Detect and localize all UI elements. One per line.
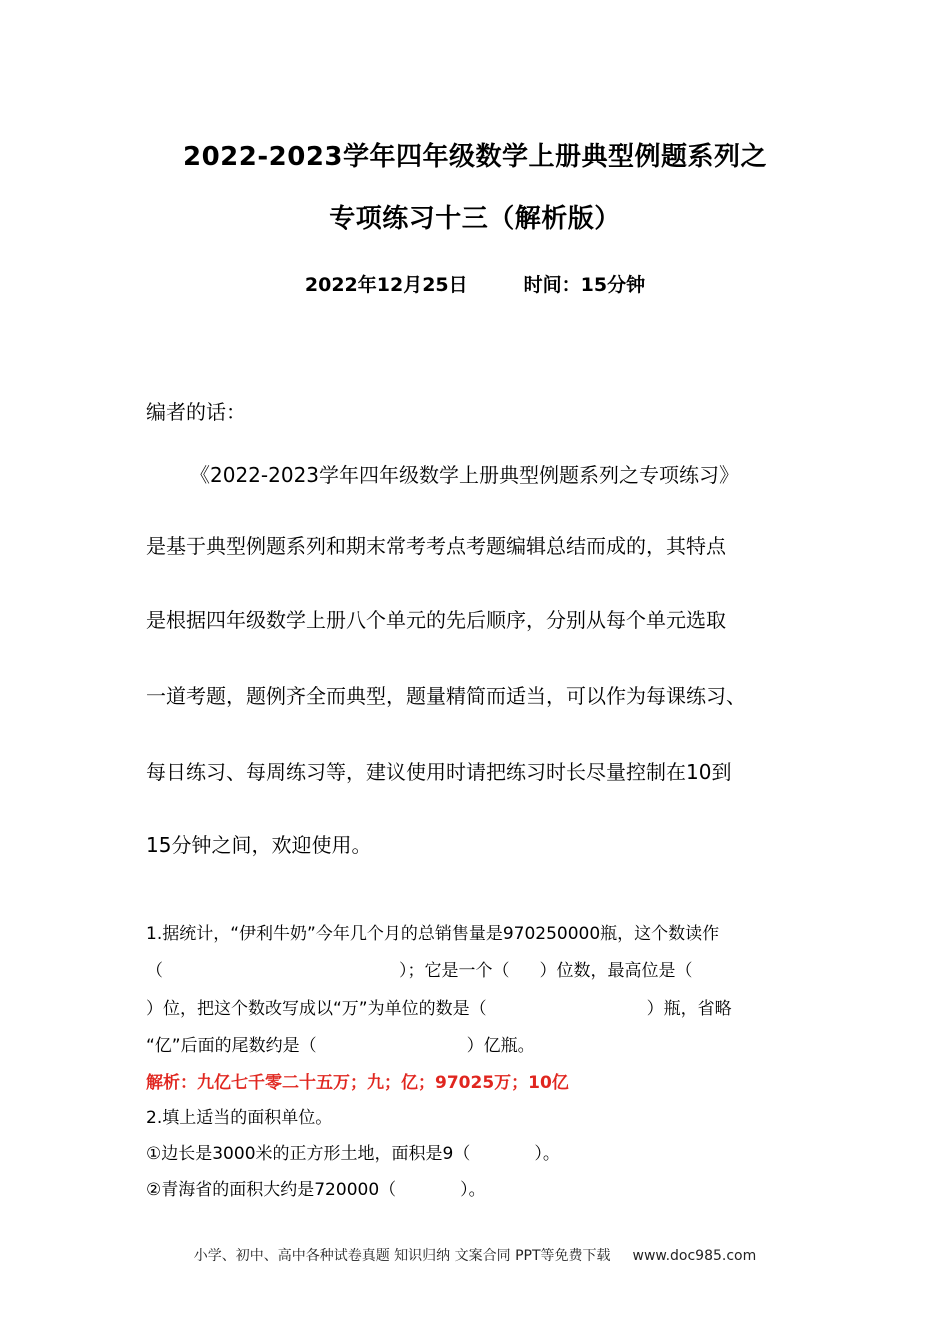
question-2-text: ①边长是3000米的正方形土地，面积是9（ xyxy=(146,1144,471,1164)
question-1-text: “亿”后面的尾数约是（ xyxy=(146,1036,317,1056)
time-limit-text: 时间：15分钟 xyxy=(523,274,646,296)
preface-line: 每日练习、每周练习等，建议使用时请把练习时长尽量控制在10到 xyxy=(146,760,732,784)
question-2-item-1 xyxy=(146,1139,560,1164)
question-1-text: ）位，把这个数改写成以“万”为单位的数是（ xyxy=(146,999,487,1019)
document-title-line-1: 2022-2023学年四年级数学上册典型例题系列之 xyxy=(182,142,768,172)
question-1-text: ）亿瓶。 xyxy=(466,1036,535,1056)
preface-line: 15分钟之间，欢迎使用。 xyxy=(146,833,372,857)
question-1-line-4 xyxy=(146,1031,535,1056)
question-1-line-3 xyxy=(146,994,732,1019)
question-1-line-2 xyxy=(146,956,693,981)
preface-line: 一道考题，题例齐全而典型，题量精简而适当，可以作为每课练习、 xyxy=(146,684,746,708)
footer-website-link[interactable]: www.doc985.com xyxy=(632,1248,757,1264)
question-2-text: ②青海省的面积大约是720000（ xyxy=(146,1180,397,1200)
date-text: 2022年12月25日 xyxy=(304,274,468,296)
question-1-text: ）位数，最高位是（ xyxy=(539,961,693,981)
preface-heading: 编者的话： xyxy=(146,400,246,424)
question-2-line-1: 2.填上适当的面积单位。 xyxy=(146,1108,333,1128)
question-2-text: ）。 xyxy=(534,1144,560,1164)
question-1-answer: 解析：九亿七千零二十五万；九；亿；97025万；10亿 xyxy=(146,1073,569,1093)
question-2-text: ）。 xyxy=(460,1180,486,1200)
document-title-line-2: 专项练习十三（解析版） xyxy=(329,204,621,234)
question-1-text: ）瓶，省略 xyxy=(646,999,732,1019)
question-2-item-2 xyxy=(146,1175,486,1200)
footer-text: 小学、初中、高中各种试卷真题 知识归纳 文案合同 PPT等免费下载 xyxy=(193,1248,611,1264)
question-1-line-1: 1.据统计，“伊利牛奶”今年几个月的总销售量是970250000瓶，这个数读作 xyxy=(146,924,720,944)
question-1-text: ）；它是一个（ xyxy=(399,961,510,981)
question-1-text: （ xyxy=(146,961,163,981)
preface-line: 是根据四年级数学上册八个单元的先后顺序，分别从每个单元选取 xyxy=(146,608,726,632)
page-footer xyxy=(0,1245,950,1265)
preface-line: 是基于典型例题系列和期末常考考点考题编辑总结而成的，其特点 xyxy=(146,534,726,558)
preface-line: 《2022-2023学年四年级数学上册典型例题系列之专项练习》 xyxy=(190,463,740,487)
date-time-line xyxy=(0,270,950,297)
